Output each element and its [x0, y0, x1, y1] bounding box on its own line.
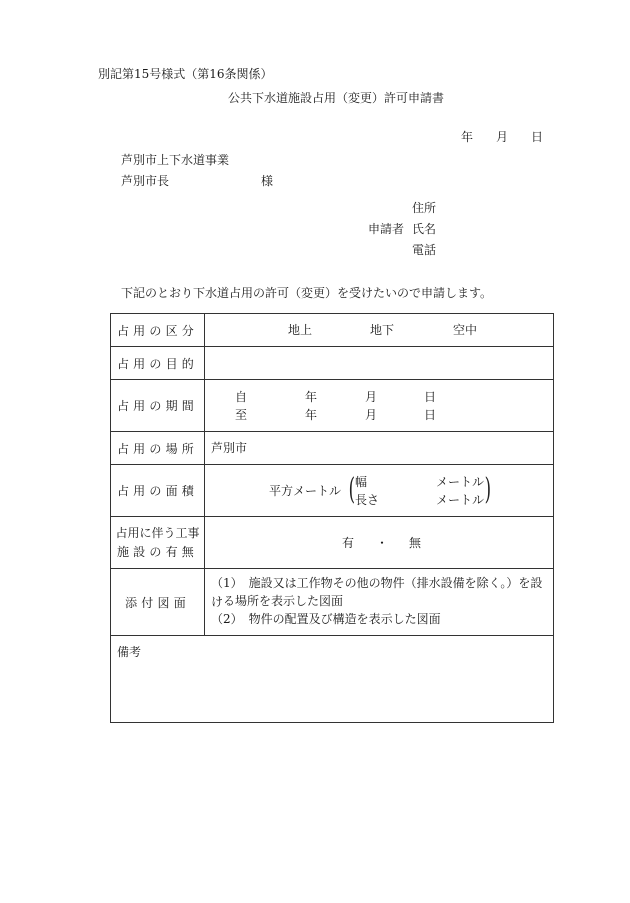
category-cell[interactable]	[205, 314, 554, 347]
addressee-line1: 芦別市上下水道事業	[121, 153, 230, 167]
period-label: 占用の期間	[111, 380, 205, 432]
period-to-year: 年	[305, 408, 318, 422]
address-label: 住所	[412, 201, 437, 215]
addressee-line2: 芦別市長	[121, 174, 170, 188]
purpose-label: 占用の目的	[111, 347, 205, 380]
period-to: 至	[235, 408, 248, 422]
application-table	[110, 313, 554, 723]
category-label: 占用の区分	[111, 314, 205, 347]
purpose-field[interactable]	[205, 347, 554, 380]
area-label: 占用の面積	[111, 465, 205, 517]
attachment-item1-line2: る場所を表示した図面	[223, 594, 344, 608]
row-location	[111, 432, 554, 465]
applicant-label: 申請者	[368, 222, 405, 236]
form-number: 別記第15号様式（第16条関係）	[98, 67, 273, 81]
row-category	[111, 314, 554, 347]
attachment-item2: （2） 物件の配置及び構造を表示した図面	[211, 612, 441, 626]
period-to-day: 日	[424, 408, 437, 422]
addressee-suffix: 様	[261, 174, 274, 188]
remarks-label: 備考	[117, 645, 142, 659]
date-month: 月	[496, 130, 509, 144]
area-cell[interactable]	[205, 465, 554, 517]
phone-label: 電話	[412, 243, 437, 257]
date-day: 日	[531, 130, 544, 144]
area-width-unit: メートル	[436, 475, 485, 489]
construction-label-line2: 施設の有無	[116, 544, 198, 559]
left-paren-icon: (	[348, 472, 356, 507]
area-width-label: 幅	[355, 475, 368, 489]
construction-separator: ・	[376, 536, 389, 550]
period-from: 自	[235, 390, 248, 404]
construction-label-line1: 占用に伴う工事	[115, 525, 200, 540]
period-to-month: 月	[365, 408, 378, 422]
area-length-label: 長さ	[355, 493, 380, 507]
location-value: 芦別市	[211, 441, 248, 455]
attachment-item1-line1: （1） 施設又は工作物その他の物件（排水設備を除く。）を設け	[211, 576, 543, 609]
period-from-month: 月	[365, 390, 378, 404]
form-title: 公共下水道施設占用（変更）許可申請書	[228, 91, 445, 105]
name-label: 氏名	[412, 222, 437, 236]
area-length-unit: メートル	[436, 493, 485, 507]
construction-no[interactable]: 無	[409, 536, 422, 550]
period-from-day: 日	[424, 390, 437, 404]
row-remarks	[111, 636, 554, 723]
intro-text: 下記のとおり下水道占用の許可（変更）を受けたいので申請します。	[121, 286, 493, 300]
period-from-year: 年	[305, 390, 318, 404]
option-underground[interactable]: 地下	[370, 323, 395, 337]
location-field[interactable]	[205, 432, 554, 465]
area-unit: 平方メートル	[269, 484, 342, 498]
attachments-label: 添付図面	[111, 569, 205, 636]
row-attachments	[111, 569, 554, 636]
right-paren-icon: )	[484, 472, 492, 507]
row-period	[111, 380, 554, 432]
period-cell[interactable]	[205, 380, 554, 432]
location-label: 占用の場所	[111, 432, 205, 465]
date-year: 年	[461, 130, 474, 144]
construction-yes[interactable]: 有	[342, 536, 355, 550]
construction-label	[111, 517, 205, 569]
attachments-cell	[205, 569, 554, 636]
construction-cell[interactable]	[205, 517, 554, 569]
remarks-field[interactable]	[111, 636, 554, 723]
option-above-ground[interactable]: 地上	[288, 323, 313, 337]
option-aerial[interactable]: 空中	[453, 323, 478, 337]
row-area	[111, 465, 554, 517]
row-construction	[111, 517, 554, 569]
row-purpose	[111, 347, 554, 380]
